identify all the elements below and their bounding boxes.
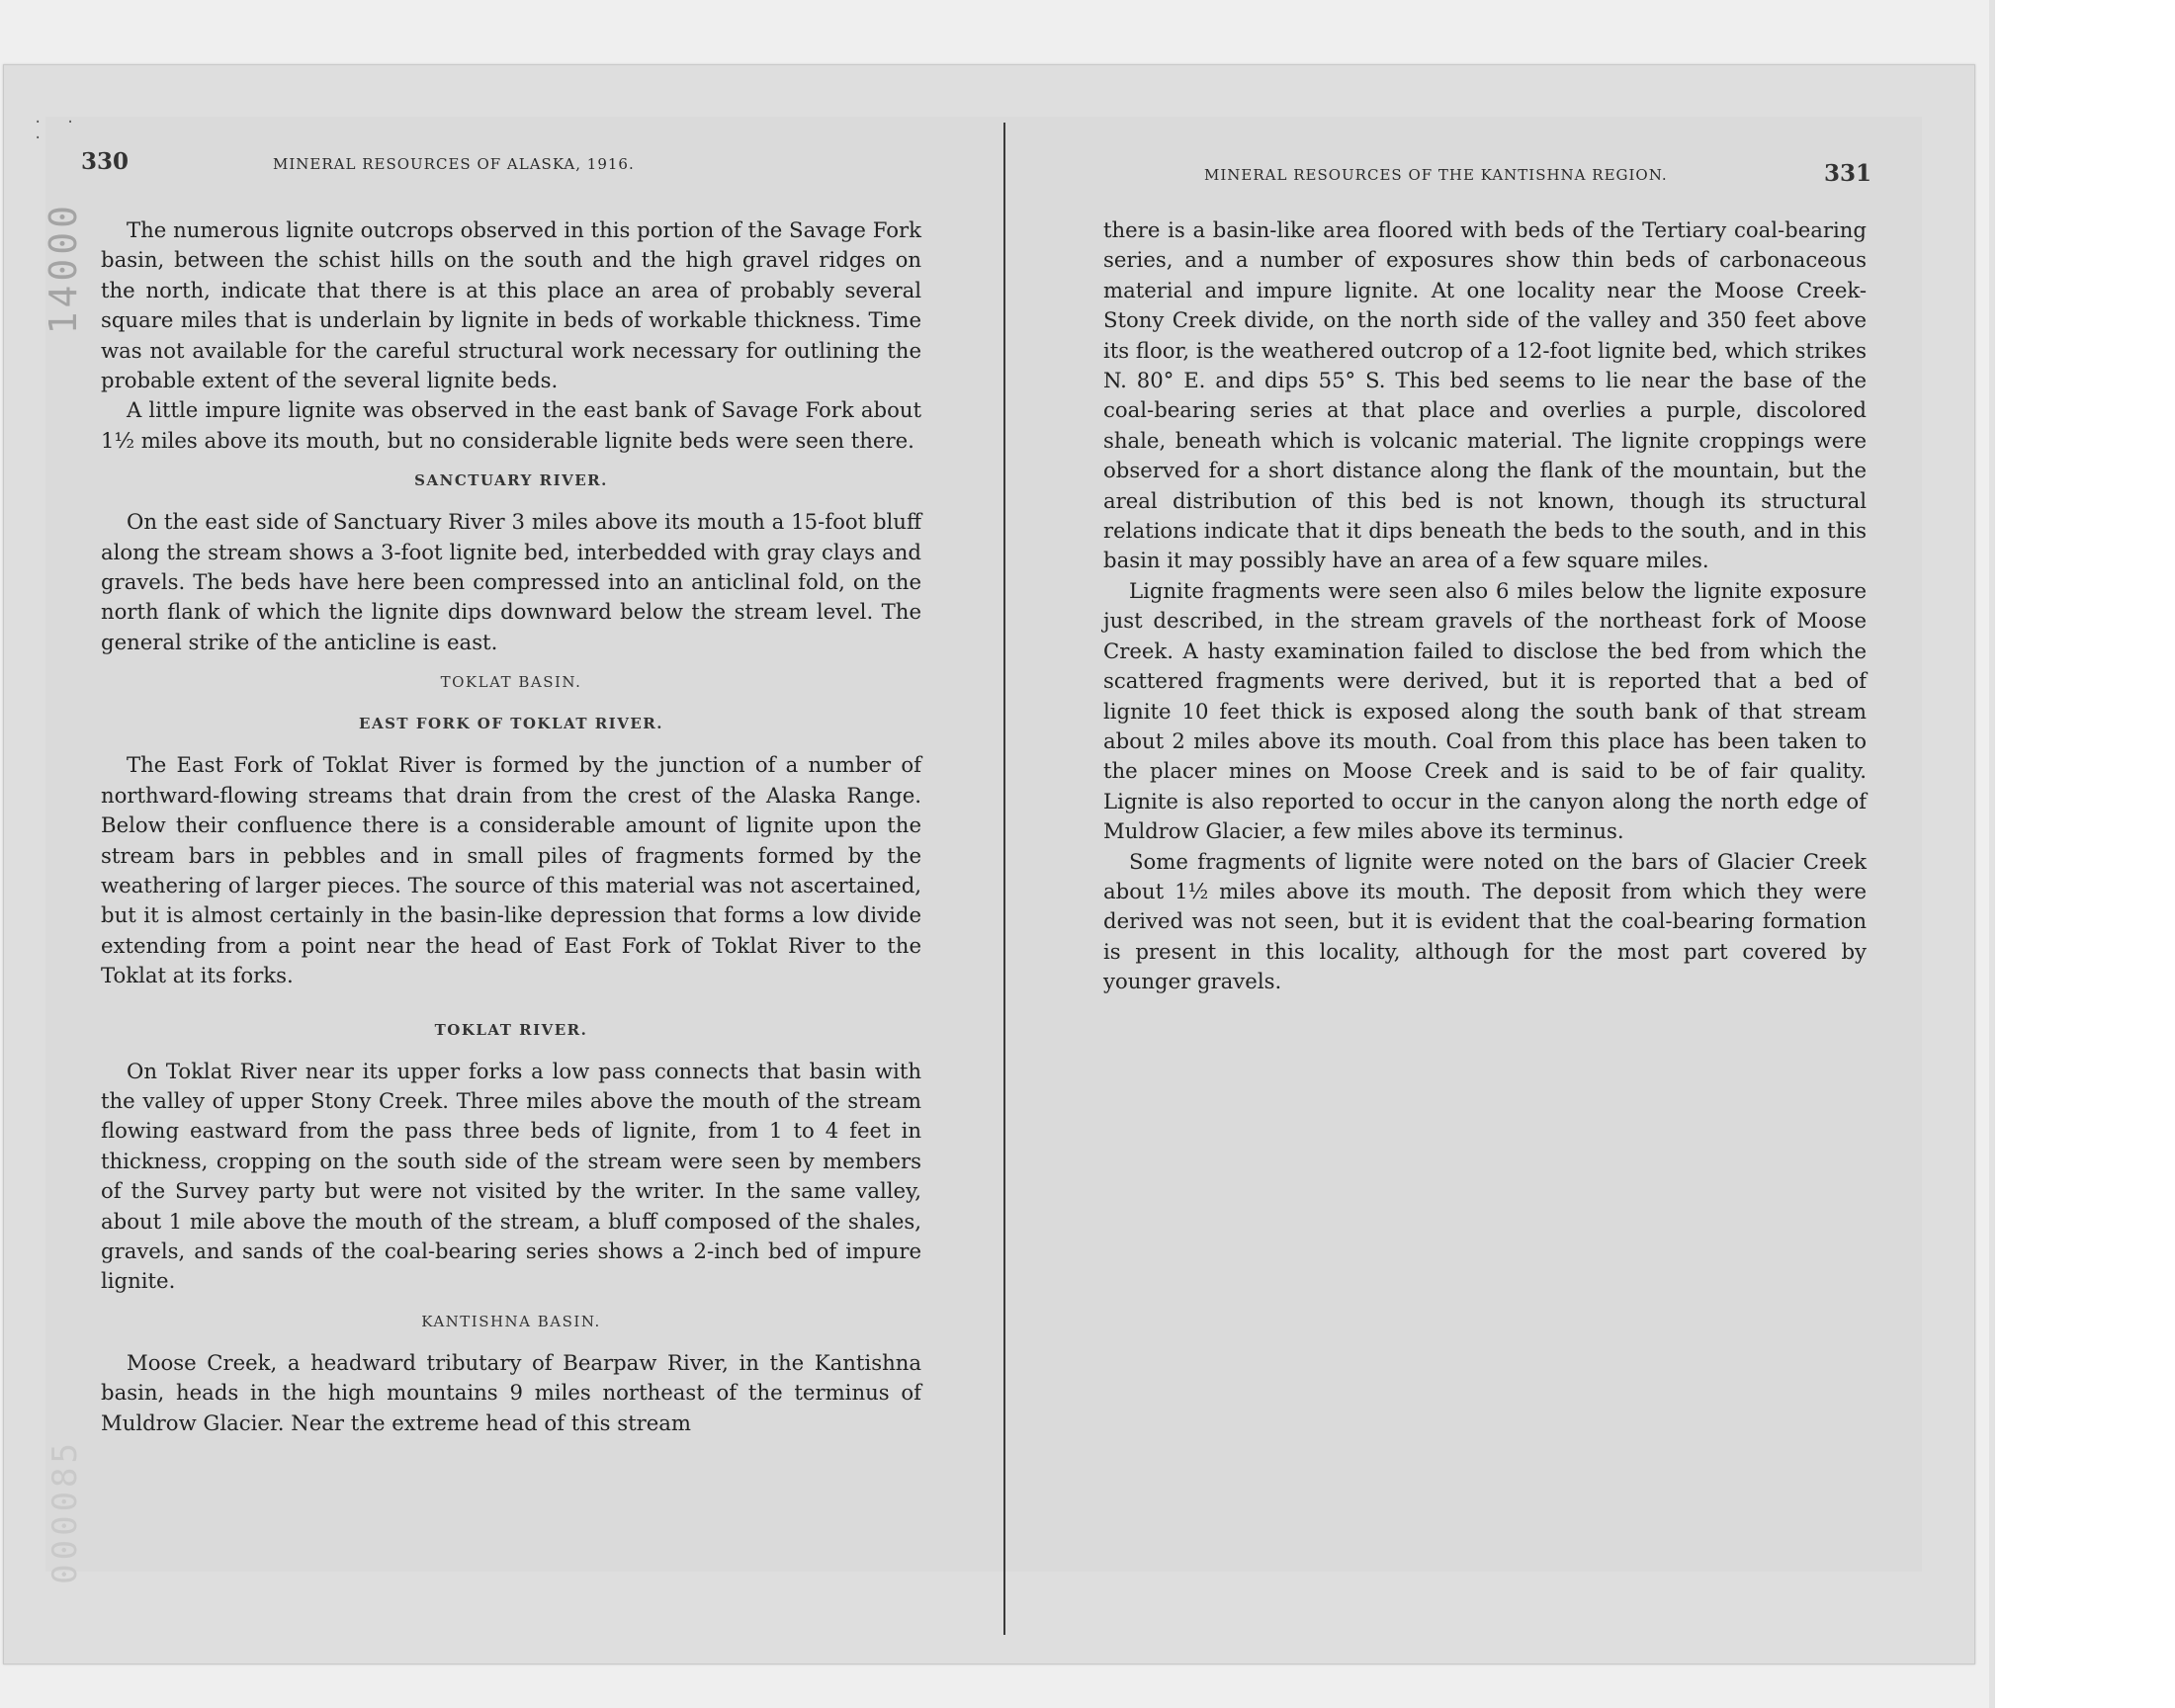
paragraph: On the east side of Sanctuary River 3 miles above its mouth a 15-foot bluff along the stream shows a 3-foot lignite bed, interbedded with gray clays and gravels. The beds have here been compressed into an anticlinal fold, on the north flank of which the lignite dips downward below the stream level. The general strike of the anticline is east.	[101, 509, 921, 654]
section-heading: SANCTUARY RIVER.	[414, 471, 608, 490]
spacer	[101, 991, 921, 1005]
section-heading: TOKLAT RIVER.	[434, 1020, 588, 1039]
right-text-column	[1103, 215, 1867, 997]
section-heading: EAST FORK OF TOKLAT RIVER.	[359, 715, 663, 733]
left-running-head: MINERAL RESOURCES OF ALASKA, 1916.	[273, 155, 635, 173]
margin-marks: · · ·	[34, 115, 83, 146]
paragraph: Some fragments of lignite were noted on the bars of Glacier Creek about 1½ miles above its mouth. The deposit from which they were derived was not seen, but it is evident that the coal-bearing formation is present in this locality, although for the most part covered by younger gravels.	[1103, 848, 1867, 994]
paragraph: The numerous lignite outcrops observed in this portion of the Savage Fork basin, between the schist hills on the south and the high gravel ridges on the north, indicate that there is at this place an area of probably several square miles that is underlain by lignite in beds of workable thickness. Time was not available for the careful structural work necessary for outlining the probable extent of the several lignite beds.	[101, 217, 921, 393]
left-page-number: 330	[81, 148, 130, 175]
paragraph: there is a basin-like area floored with beds of the Tertiary coal-bearing series, and a number of exposures show thin beds of carbonaceous material and impure lignite. At one locality near the Moose Creek-Stony Creek divide, on the north side of the valley and 350 feet above its floor, is the weathered outcrop of a 12-foot lignite bed, which strikes N. 80° E. and dips 55° S. This bed seems to lie near the base of the coal-bearing series at that place and overlies a purple, discolored shale, beneath which is volcanic material. The lignite croppings were observed for a short distance along the flank of the mountain, but the areal distribution of this bed is not known, though its structural relations indicate that it dips beneath the beds to the south, and in this basin it may possibly have an area of a few square miles.	[1103, 217, 1867, 573]
section-heading: KANTISHNA BASIN.	[421, 1312, 601, 1330]
left-text-column	[101, 215, 921, 1438]
paragraph: The East Fork of Toklat River is formed by the junction of a number of northward-flowing streams that drain from the crest of the Alaska Range. Below their confluence there is a considerable amount of lignite upon the stream bars in pebbles and in small piles of fragments formed by the weathering of larger pieces. The source of this material was not ascertained, but it is almost certainly in the basin-like depression that forms a low divide extending from a point near the head of East Fork of Toklat River to the Toklat at its forks.	[101, 752, 921, 988]
right-page-number: 331	[1824, 160, 1872, 187]
right-running-head: MINERAL RESOURCES OF THE KANTISHNA REGION.	[1204, 166, 1668, 184]
paragraph: Lignite fragments were seen also 6 miles below the lignite exposure just described, in the stream gravels of the northeast fork of Moose Creek. A hasty examination failed to disclose the bed from which the scattered fragments were derived, but it is reported that a bed of lignite 10 feet thick is exposed along the south bank of that stream about 2 miles above its mouth. Coal from this place has been taken to the placer mines on Moose Creek and is said to be of fair quality. Lignite is also reported to occur in the canyon along the north edge of Muldrow Glacier, a few miles above its terminus.	[1103, 577, 1867, 844]
section-heading: TOKLAT BASIN.	[440, 673, 582, 692]
paragraph: A little impure lignite was observed in the east bank of Savage Fork about 1½ miles above its mouth, but no considerable lignite beds were seen there.	[101, 397, 921, 453]
margin-stamp: 14000	[42, 202, 85, 335]
paragraph: On Toklat River near its upper forks a low pass connects that basin with the valley of upper Stony Creek. Three miles above the mouth of the stream flowing eastward from the pass three beds of lignite, from 1 to 4 feet in thickness, cropping on the south side of the stream were seen by members of the Survey party but were not visited by the writer. In the same valley, about 1 mile above the mouth of the stream, a bluff composed of the shales, gravels, and sands of the coal-bearing series shows a 2-inch bed of impure lignite.	[101, 1058, 921, 1294]
paragraph: Moose Creek, a headward tributary of Bearpaw River, in the Kantishna basin, heads in the high mountains 9 miles northeast of the terminus of Muldrow Glacier. Near the extreme head of this stream	[101, 1349, 921, 1435]
margin-stamp-lower: 000085	[45, 1439, 85, 1584]
viewer-margin	[1995, 0, 2175, 1708]
page-gutter-line	[1003, 123, 1005, 1635]
